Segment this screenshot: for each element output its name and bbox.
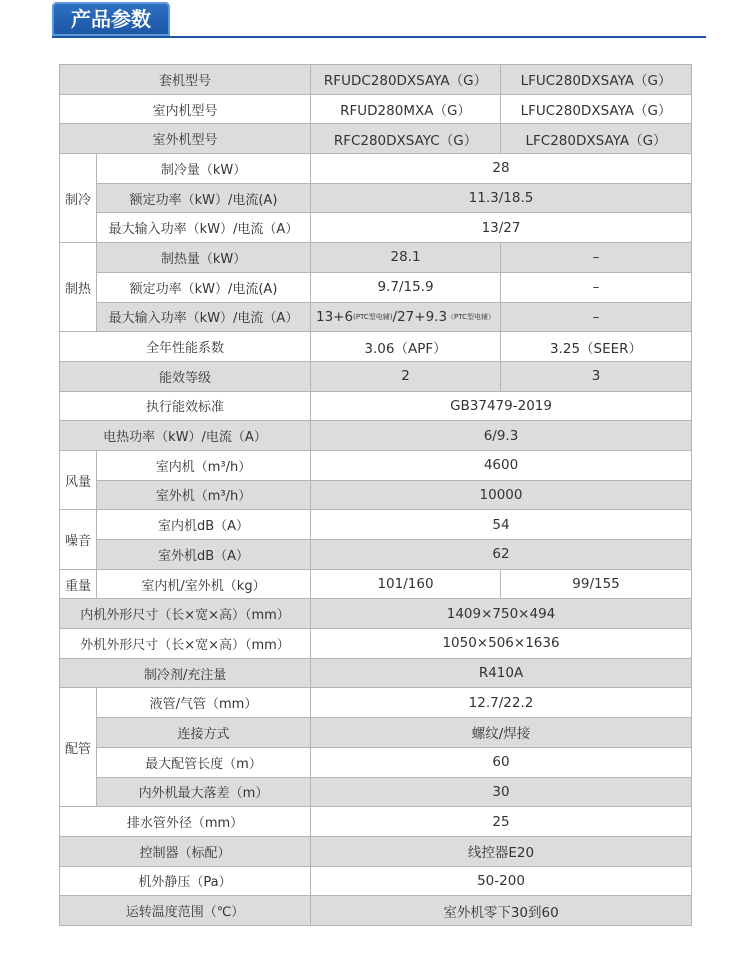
table-row xyxy=(60,361,692,391)
table-row xyxy=(60,836,692,866)
cell-value: RFUD280MXA（G） xyxy=(311,94,501,124)
row-label: 内机外形尺寸（长×宽×高）（mm） xyxy=(60,599,311,629)
table-row xyxy=(60,213,692,243)
table-row xyxy=(60,124,692,154)
cell-value: 12.7/22.2 xyxy=(311,688,692,718)
row-label: 室内机（m³/h） xyxy=(97,450,311,480)
group-label-airflow: 风量 xyxy=(60,450,97,509)
row-label: 能效等级 xyxy=(60,361,311,391)
cell-value: 28.1 xyxy=(311,243,501,273)
table-row xyxy=(60,896,692,926)
ptc-note: (PTC型电辅) xyxy=(353,312,393,321)
row-label: 排水管外径（mm） xyxy=(60,807,311,837)
table-row xyxy=(60,480,692,510)
row-label: 执行能效标准 xyxy=(60,391,311,421)
row-label: 套机型号 xyxy=(60,65,311,95)
cell-value: LFUC280DXSAYA（G） xyxy=(501,65,692,95)
cell-value: 54 xyxy=(311,510,692,540)
cell-value: 3 xyxy=(501,361,692,391)
section-title: 产品参数 xyxy=(52,2,170,36)
cell-value: 2 xyxy=(311,361,501,391)
cell-value: 25 xyxy=(311,807,692,837)
row-label: 室内机型号 xyxy=(60,94,311,124)
row-label: 连接方式 xyxy=(97,718,311,748)
cell-value: 30 xyxy=(311,777,692,807)
row-label: 运转温度范围（℃） xyxy=(60,896,311,926)
row-label: 制冷量（kW） xyxy=(97,154,311,184)
cell-value: 99/155 xyxy=(501,569,692,599)
table-row xyxy=(60,272,692,302)
row-label: 制热量（kW） xyxy=(97,243,311,273)
group-label-heating: 制热 xyxy=(60,243,97,332)
cell-value: 28 xyxy=(311,154,692,184)
row-label: 最大输入功率（kW）/电流（A） xyxy=(97,213,311,243)
row-label: 机外静压（Pa） xyxy=(60,866,311,896)
cell-value xyxy=(311,302,501,332)
row-label: 额定功率（kW）/电流(A) xyxy=(97,183,311,213)
row-label: 室外机型号 xyxy=(60,124,311,154)
cell-value: 13/27 xyxy=(311,213,692,243)
table-row xyxy=(60,154,692,184)
cell-value: 60 xyxy=(311,747,692,777)
section-divider xyxy=(52,36,706,38)
row-label: 外机外形尺寸（长×宽×高）（mm） xyxy=(60,629,311,659)
table-row xyxy=(60,65,692,95)
group-label-weight: 重量 xyxy=(60,569,97,599)
table-row xyxy=(60,421,692,451)
cell-value: 1050×506×1636 xyxy=(311,629,692,659)
row-label: 制冷剂/充注量 xyxy=(60,658,311,688)
row-label: 内外机最大落差（m） xyxy=(97,777,311,807)
row-label: 全年性能系数 xyxy=(60,332,311,362)
table-row xyxy=(60,332,692,362)
table-row xyxy=(60,629,692,659)
row-label: 室内机dB（A） xyxy=(97,510,311,540)
cell-value: 11.3/18.5 xyxy=(311,183,692,213)
table-row xyxy=(60,658,692,688)
table-row xyxy=(60,540,692,570)
row-label: 室外机dB（A） xyxy=(97,540,311,570)
table-row xyxy=(60,391,692,421)
cell-value: 3.06（APF） xyxy=(311,332,501,362)
table-row xyxy=(60,450,692,480)
row-label: 电热功率（kW）/电流（A） xyxy=(60,421,311,451)
cell-value: 6/9.3 xyxy=(311,421,692,451)
row-label: 液管/气管（mm） xyxy=(97,688,311,718)
table-row xyxy=(60,510,692,540)
table-row xyxy=(60,569,692,599)
value-part: 13+6 xyxy=(316,308,354,325)
cell-value: 9.7/15.9 xyxy=(311,272,501,302)
group-label-piping: 配管 xyxy=(60,688,97,807)
cell-value: 50-200 xyxy=(311,866,692,896)
table-row xyxy=(60,718,692,748)
cell-value: 101/160 xyxy=(311,569,501,599)
spec-table xyxy=(59,64,692,926)
group-label-cooling: 制冷 xyxy=(60,154,97,243)
row-label: 最大配管长度（m） xyxy=(97,747,311,777)
cell-value: RFUDC280DXSAYA（G） xyxy=(311,65,501,95)
table-row xyxy=(60,688,692,718)
cell-value: – xyxy=(501,272,692,302)
table-row xyxy=(60,243,692,273)
table-row xyxy=(60,747,692,777)
table-row xyxy=(60,866,692,896)
cell-value: R410A xyxy=(311,658,692,688)
cell-value: 1409×750×494 xyxy=(311,599,692,629)
cell-value: 3.25（SEER） xyxy=(501,332,692,362)
cell-value: 线控器E20 xyxy=(311,836,692,866)
value-part: /27+9.3 xyxy=(392,308,448,325)
row-label: 额定功率（kW）/电流(A) xyxy=(97,272,311,302)
row-label: 控制器（标配） xyxy=(60,836,311,866)
group-label-noise: 噪音 xyxy=(60,510,97,569)
table-row xyxy=(60,777,692,807)
row-label: 最大输入功率（kW）/电流（A） xyxy=(97,302,311,332)
cell-value: GB37479-2019 xyxy=(311,391,692,421)
table-row xyxy=(60,599,692,629)
table-row xyxy=(60,807,692,837)
cell-value: – xyxy=(501,302,692,332)
row-label: 室内机/室外机（kg） xyxy=(97,569,311,599)
row-label: 室外机（m³/h） xyxy=(97,480,311,510)
cell-value: 4600 xyxy=(311,450,692,480)
cell-value: 62 xyxy=(311,540,692,570)
cell-value: LFC280DXSAYA（G） xyxy=(501,124,692,154)
table-row xyxy=(60,94,692,124)
cell-value: 螺纹/焊接 xyxy=(311,718,692,748)
table-row xyxy=(60,183,692,213)
cell-value: – xyxy=(501,243,692,273)
cell-value: RFC280DXSAYC（G） xyxy=(311,124,501,154)
cell-value: LFUC280DXSAYA（G） xyxy=(501,94,692,124)
cell-value: 10000 xyxy=(311,480,692,510)
ptc-note: （PTC型电辅） xyxy=(447,312,496,321)
table-row xyxy=(60,302,692,332)
cell-value: 室外机零下30到60 xyxy=(311,896,692,926)
